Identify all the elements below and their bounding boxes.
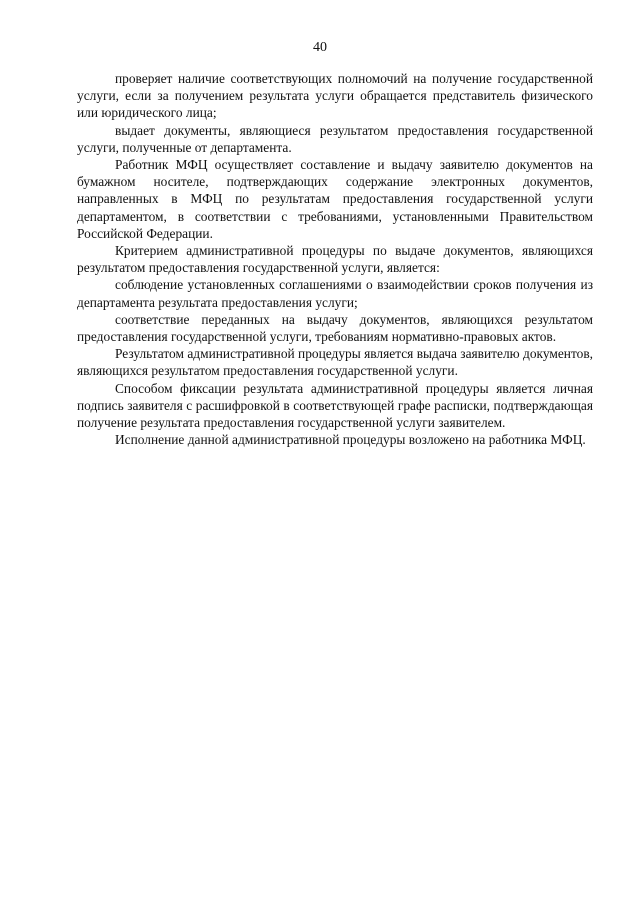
paragraph-verify-authority: проверяет наличие соответствующих полномочий на получение государственной услуги, если за получением результата услуги обращается представитель физического или юридического лица; [77,71,593,121]
paragraph-criterion: Критерием административной процедуры по выдаче документов, являющихся результатом предоставления государственной услуги, является: [77,243,593,276]
page-number: 40 [313,40,327,55]
paragraph-issue-documents: выдает документы, являющиеся результатом предоставления государственной услуги, полученные от департамента. [77,122,593,155]
paragraph-criterion-deadlines: соблюдение установленных соглашениями о взаимодействии сроков получения из департамента результата предоставления услуги; [77,277,593,310]
document-body [77,70,593,448]
paragraph-criterion-compliance: соответствие переданных на выдачу документов, являющихся результатом предоставления государственной услуги, требованиям нормативно-правовых актов. [77,311,593,345]
paragraph-executor: Исполнение данной административной процедуры возложено на работника МФЦ. [115,432,586,448]
paragraph-result: Результатом административной процедуры является выдача заявителю документов, являющихся результатом предоставления государственной услуги. [77,346,593,379]
paragraph-mfc-worker-duties: Работник МФЦ осуществляет составление и выдачу заявителю документов на бумажном носителе, подтверждающих содержание электронных документов, направленных в МФЦ по результатам предоставления государственной услуги департаментом, в соответствии с требованиями, установленными Правительством Российской Федерации. [77,157,593,241]
paragraph-recording-method: Способом фиксации результата административной процедуры является личная подпись заявителя с расшифровкой в соответствующей графе расписки, подтверждающая получение результата предоставления государственной услуги заявителем. [77,380,593,431]
